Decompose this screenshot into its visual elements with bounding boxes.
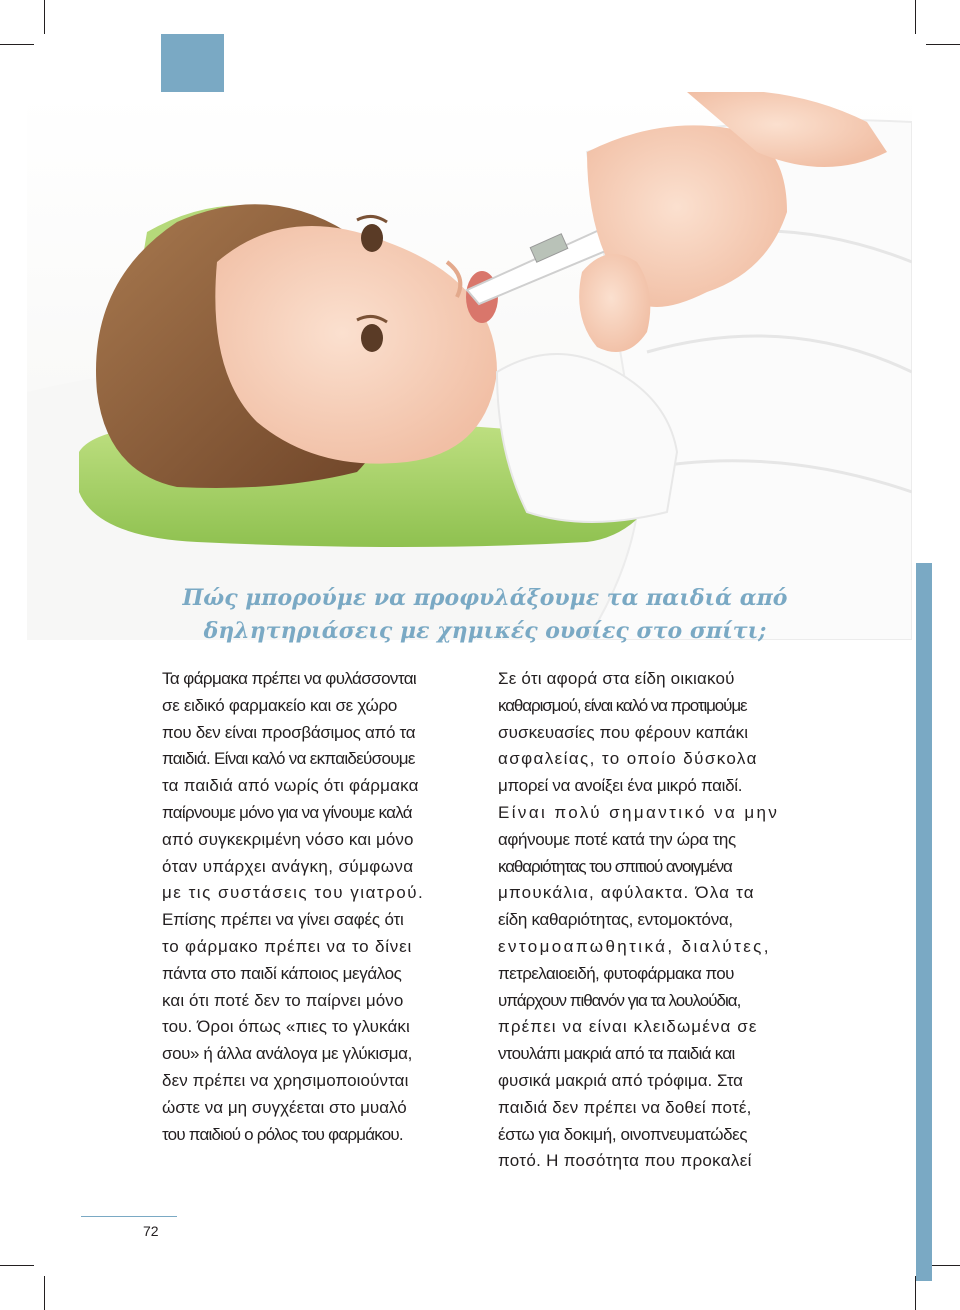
title-line: δηλητηριάσεις με χημικές ουσίες στο σπίτι;: [203, 618, 767, 644]
text-line: δεν πρέπει να χρησιμοποιούνται: [162, 1070, 409, 1090]
text-line: παίρνουμε μόνο για να γίνουμε καλά: [162, 802, 412, 822]
text-line: πάντα στο παιδί κάποιος μεγάλος: [162, 963, 402, 983]
text-line: εντομοαπωθητικά, διαλύτες,: [498, 936, 771, 956]
crop-mark: [926, 44, 960, 45]
text-line: έστω για δοκιμή, οινοπνευματώδες: [498, 1124, 748, 1144]
text-line: πρέπει να είναι κλειδωμένα σε: [498, 1017, 758, 1037]
text-line: Είναι πολύ σημαντικό να μην: [498, 802, 780, 822]
child-thermometer-photo: [27, 92, 912, 640]
text-line: τα παιδιά από νωρίς ότι φάρμακα: [162, 776, 419, 796]
text-line: του παιδιού ο ρόλος του φαρμάκου.: [162, 1124, 403, 1144]
footer-rule: [81, 1216, 177, 1217]
crop-mark: [915, 1276, 916, 1310]
text-line: σε ειδικό φαρμακείο και σε χώρο: [162, 695, 398, 715]
crop-mark: [0, 44, 34, 45]
text-line: σου» ή άλλα ανάλογα με γλύκισμα,: [162, 1044, 412, 1064]
text-line: ποτό. Η ποσότητα που προκαλεί: [498, 1151, 752, 1171]
text-line: Επίσης πρέπει να γίνει σαφές ότι: [162, 910, 404, 930]
text-line: του. Όροι όπως «πιες το γλυκάκι: [162, 1017, 410, 1037]
text-line: αφήνουμε ποτέ κατά την ώρα της: [498, 829, 736, 849]
text-line: ντουλάπι μακριά από τα παιδιά και: [498, 1044, 735, 1064]
crop-mark: [44, 0, 45, 34]
text-line: ασφαλείας, το οποίο δύσκολα: [498, 749, 758, 769]
text-line: ώστε να μη συγχέεται στο μυαλό: [162, 1097, 407, 1117]
text-line: υπάρχουν πιθανόν για τα λουλούδια,: [498, 990, 741, 1010]
text-line: είδη καθαριότητας, εντομοκτόνα,: [498, 910, 733, 930]
page-number: 72: [143, 1223, 159, 1239]
text-line: όταν υπάρχει ανάγκη, σύμφωνα: [162, 856, 414, 876]
text-line: Σε ότι αφορά στα είδη οικιακού: [498, 669, 735, 688]
text-line: μπορεί να ανοίξει ένα μικρό παιδί.: [498, 776, 743, 796]
text-line: το φάρμακο πρέπει να το δίνει: [162, 936, 413, 956]
text-line: πετρελαιοειδή, φυτοφάρμακα που: [498, 963, 734, 983]
text-line: παιδιά δεν πρέπει να δοθεί ποτέ,: [498, 1097, 752, 1117]
text-line: με τις συστάσεις του γιατρού.: [162, 883, 425, 903]
side-accent-bar: [916, 563, 932, 1281]
crop-mark: [44, 1276, 45, 1310]
text-line: μπουκάλια, αφύλακτα. Όλα τα: [498, 883, 755, 903]
text-line: από συγκεκριμένη νόσο και μόνο: [162, 829, 414, 849]
text-line: που δεν είναι προσβάσιμος από τα: [162, 722, 416, 742]
text-line: καθαρισμού, είναι καλό να προτιμούμε: [498, 695, 747, 715]
article-title: [140, 582, 830, 648]
text-line: συσκευασίες που φέρουν καπάκι: [498, 722, 749, 742]
crop-mark: [0, 1265, 34, 1266]
right-text-column: [498, 666, 803, 1175]
text-line: καθαριότητας του σπιτιού ανοιγμένα: [498, 856, 732, 876]
crop-mark: [915, 0, 916, 34]
left-text-column: [162, 666, 467, 1148]
text-line: φυσικά μακριά από τρόφιμα. Στα: [498, 1070, 743, 1090]
text-line: και ότι ποτέ δεν το παίρνει μόνο: [162, 990, 404, 1010]
text-line: Τα φάρμακα πρέπει να φυλάσσονται: [162, 669, 417, 688]
title-line: Πώς μπορούμε να προφυλάξουμε τα παιδιά από: [182, 585, 788, 611]
text-line: παιδιά. Είναι καλό να εκπαιδεύσουμε: [162, 749, 415, 769]
